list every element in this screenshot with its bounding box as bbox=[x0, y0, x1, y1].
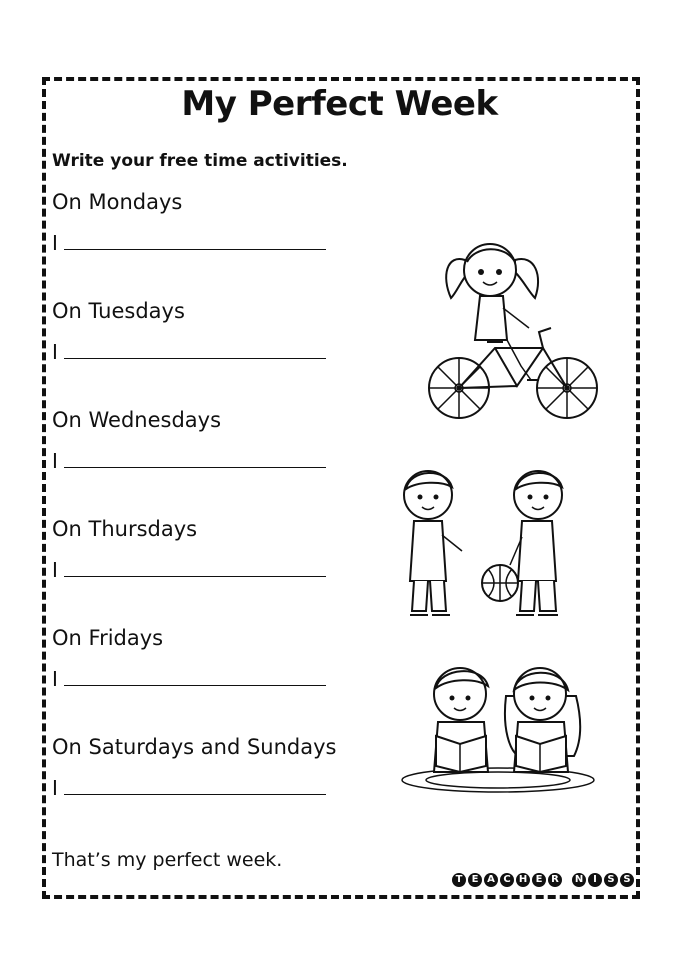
answer-line-friday[interactable] bbox=[52, 667, 326, 691]
blank-line bbox=[64, 558, 326, 577]
answer-prefix: I bbox=[52, 667, 58, 691]
answer-prefix: I bbox=[52, 558, 58, 582]
answer-prefix: I bbox=[52, 340, 58, 364]
day-label-friday: On Fridays bbox=[52, 626, 164, 650]
day-label-thursday: On Thursdays bbox=[52, 517, 198, 541]
answer-prefix: I bbox=[52, 449, 58, 473]
brand-logo: T E A C H E R N I S S bbox=[452, 873, 634, 887]
blank-line bbox=[64, 340, 326, 359]
answer-line-weekend[interactable] bbox=[52, 776, 326, 800]
day-label-monday: On Mondays bbox=[52, 190, 183, 214]
instruction-text: Write your free time activities. bbox=[52, 151, 348, 171]
answer-line-wednesday[interactable] bbox=[52, 449, 326, 473]
page-title: My Perfect Week bbox=[181, 84, 498, 124]
answer-prefix: I bbox=[52, 776, 58, 800]
children-reading-books-illustration bbox=[398, 660, 598, 796]
blank-line bbox=[64, 449, 326, 468]
closing-text: That’s my perfect week. bbox=[52, 849, 283, 871]
answer-line-thursday[interactable] bbox=[52, 558, 326, 582]
boys-playing-basketball-illustration bbox=[398, 465, 578, 630]
answer-line-tuesday[interactable] bbox=[52, 340, 326, 364]
answer-prefix: I bbox=[52, 231, 58, 255]
day-label-wednesday: On Wednesdays bbox=[52, 408, 222, 432]
blank-line bbox=[64, 776, 326, 795]
day-label-weekend: On Saturdays and Sundays bbox=[52, 735, 337, 759]
day-label-tuesday: On Tuesdays bbox=[52, 299, 185, 323]
blank-line bbox=[64, 231, 326, 250]
girl-riding-bicycle-illustration bbox=[425, 236, 605, 426]
answer-line-monday[interactable] bbox=[52, 231, 326, 255]
blank-line bbox=[64, 667, 326, 686]
